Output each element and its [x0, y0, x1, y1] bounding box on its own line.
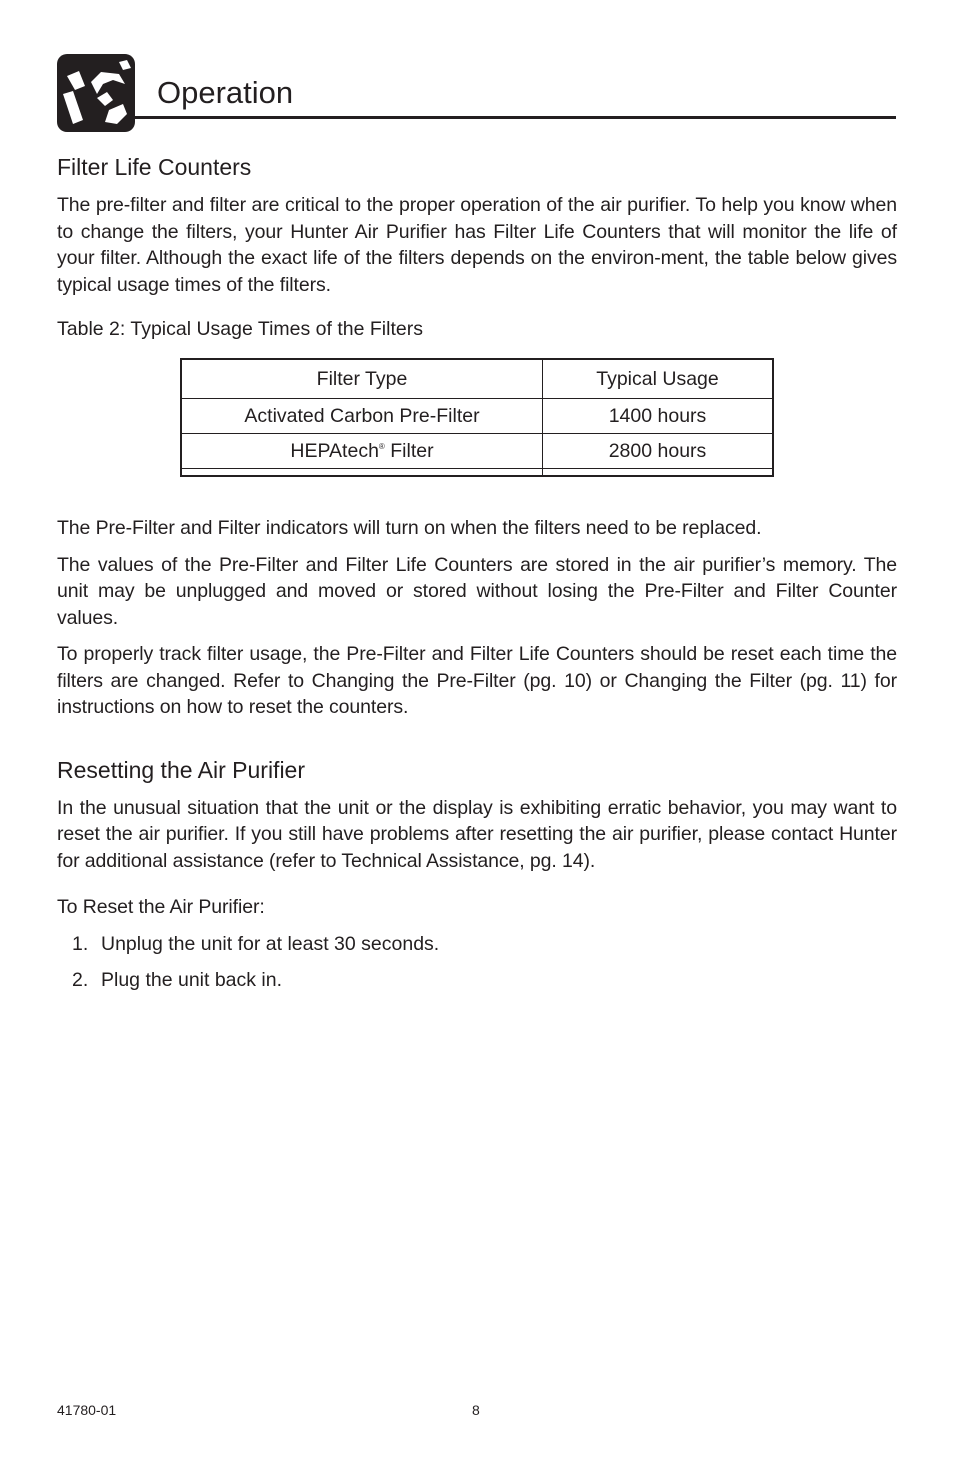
- wrench-gear-logo-icon: [57, 54, 135, 132]
- page-header: [57, 54, 896, 134]
- section-heading-resetting: Resetting the Air Purifier: [57, 756, 306, 783]
- step-number: 1.: [72, 932, 89, 955]
- footer-page-number: 8: [472, 1402, 480, 1418]
- filter-intro-paragraph: The pre-filter and filter are critical to the proper operation of the air purifier. To help you know when to change the filters, your Hunter Air Purifier has Filter Life Counters that will monitor the life of your filter. Although the exact life of the filters depends on the environ-ment, the table below gives typical usage times of the filters.: [57, 194, 897, 296]
- list-item: [72, 967, 897, 993]
- page-title: Operation: [157, 75, 294, 110]
- table-header-row: [181, 359, 773, 399]
- table-spacer-row: [181, 469, 773, 477]
- filter-name-suffix: Filter: [384, 439, 434, 462]
- table-row: [181, 399, 773, 434]
- step-text: Plug the unit back in.: [101, 968, 283, 991]
- memory-paragraph: The values of the Pre-Filter and Filter Life Counters are stored in the air purifier’s memory. The unit may be unplugged and moved or stored without losing the Pre-Filter and Filter Counter values.: [57, 553, 897, 629]
- step-text: Unplug the unit for at least 30 seconds.: [101, 932, 440, 955]
- registered-mark: ®: [378, 441, 385, 451]
- table-cell-filter-type: Activated Carbon Pre-Filter: [181, 399, 543, 434]
- step-number: 2.: [72, 968, 89, 991]
- page-content: [57, 152, 897, 1003]
- footer-doc-number: 41780-01: [57, 1402, 117, 1418]
- reset-counters-paragraph: To properly track filter usage, the Pre-Filter and Filter Life Counters should be reset each time the filters are changed. Refer to Changing the Pre-Filter (pg. 10) or Changing the Filter (pg. 11) for instructions on how to reset the counters.: [57, 643, 897, 718]
- steps-intro: To Reset the Air Purifier:: [57, 896, 265, 918]
- table-caption: Table 2: Typical Usage Times of the Filters: [57, 318, 423, 340]
- table-cell-usage: 1400 hours: [543, 399, 774, 434]
- table-spacer-cell: [181, 469, 543, 477]
- table-spacer-cell: [543, 469, 774, 477]
- table-cell-filter-type: [181, 434, 543, 469]
- header-rule: [135, 116, 896, 119]
- list-item: [72, 931, 897, 957]
- indicator-paragraph: The Pre-Filter and Filter indicators will turn on when the filters need to be replaced.: [57, 517, 762, 539]
- table-cell-usage: 2800 hours: [543, 434, 774, 469]
- table-header-filter-type: Filter Type: [181, 359, 543, 399]
- resetting-intro-paragraph: In the unusual situation that the unit or the display is exhibiting erratic behavior, you may want to reset the air purifier. If you still have problems after resetting the air purifier, please contact Hunter for additional assistance (refer to Technical Assistance, pg. 14).: [57, 796, 897, 872]
- section-heading-filter-life-counters: Filter Life Counters: [57, 154, 252, 180]
- usage-table-wrapper: [180, 358, 774, 477]
- table-header-typical-usage: Typical Usage: [543, 359, 774, 399]
- usage-table: [180, 358, 774, 477]
- reset-steps-list: [57, 931, 897, 993]
- filter-name: HEPAtech: [290, 439, 379, 462]
- table-row: [181, 434, 773, 469]
